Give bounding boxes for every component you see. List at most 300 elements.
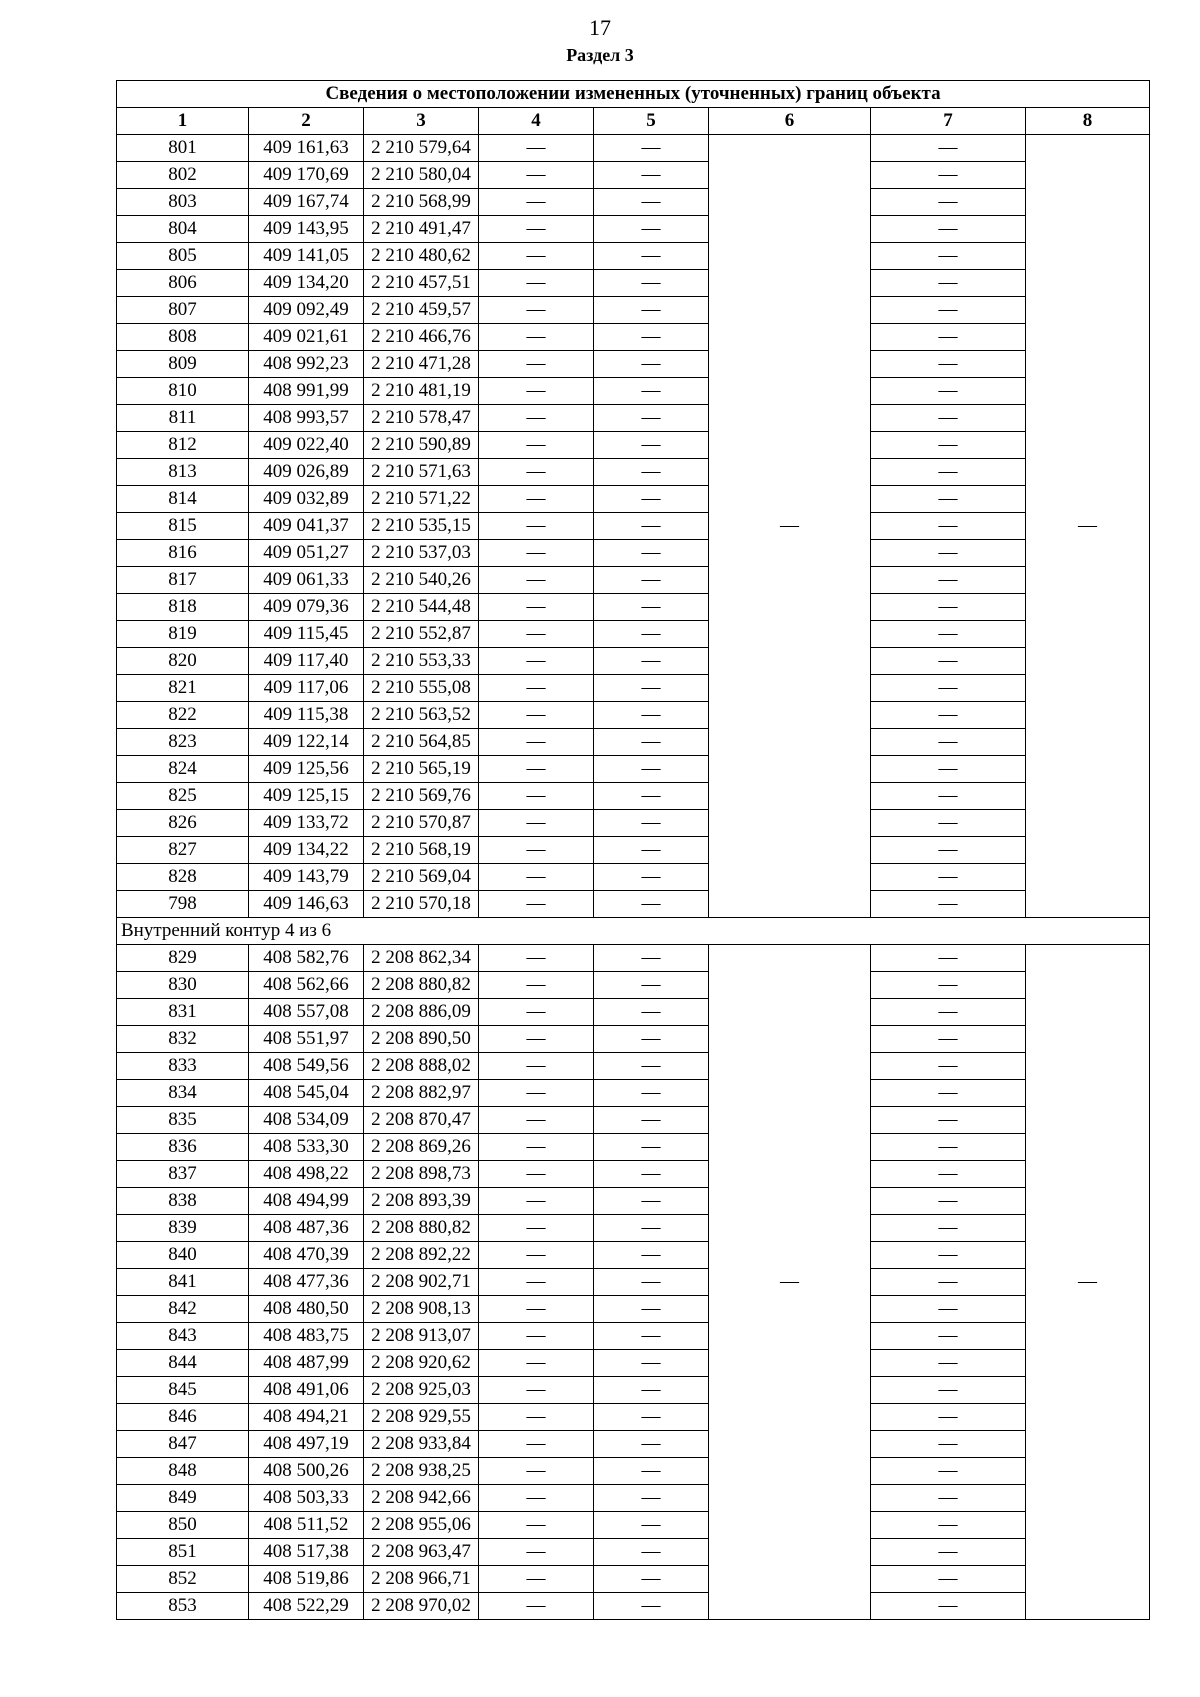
column-4-value: — [479,1269,594,1296]
table-row [117,162,1150,189]
coordinate-x: 409 032,89 [249,486,364,513]
column-5-value: — [594,297,709,324]
column-5-value: — [594,459,709,486]
column-5-value: — [594,135,709,162]
column-4-value: — [479,243,594,270]
column-4-value: — [479,405,594,432]
coordinate-y: 2 208 888,02 [364,1053,479,1080]
point-number: 850 [117,1512,249,1539]
column-4-value: — [479,1107,594,1134]
coordinate-y: 2 210 555,08 [364,675,479,702]
point-number: 838 [117,1188,249,1215]
point-number: 823 [117,729,249,756]
column-5-value: — [594,1323,709,1350]
column-4-value: — [479,837,594,864]
column-5-value: — [594,378,709,405]
point-number: 849 [117,1485,249,1512]
column-header-row [117,108,1150,135]
point-number: 821 [117,675,249,702]
column-4-value: — [479,1512,594,1539]
column-5-value: — [594,432,709,459]
point-number: 851 [117,1539,249,1566]
column-5-value: — [594,1188,709,1215]
point-number: 816 [117,540,249,567]
coordinate-x: 409 170,69 [249,162,364,189]
point-number: 820 [117,648,249,675]
column-7-value: — [871,783,1026,810]
column-7-value: — [871,756,1026,783]
coordinate-y: 2 208 862,34 [364,945,479,972]
column-5-value: — [594,1377,709,1404]
coordinate-y: 2 208 892,22 [364,1242,479,1269]
table-row [117,1161,1150,1188]
coordinate-x: 409 051,27 [249,540,364,567]
point-number: 841 [117,1269,249,1296]
column-5-value: — [594,945,709,972]
table-row [117,945,1150,972]
coordinate-y: 2 208 966,71 [364,1566,479,1593]
column-8-value: — [1026,135,1150,918]
coordinate-x: 408 557,08 [249,999,364,1026]
coordinate-y: 2 210 537,03 [364,540,479,567]
column-4-value: — [479,1080,594,1107]
coordinate-x: 408 993,57 [249,405,364,432]
coordinate-x: 409 117,06 [249,675,364,702]
coordinate-y: 2 208 870,47 [364,1107,479,1134]
column-4-value: — [479,864,594,891]
coordinate-x: 408 519,86 [249,1566,364,1593]
coordinate-y: 2 210 544,48 [364,594,479,621]
point-number: 837 [117,1161,249,1188]
coordinate-y: 2 210 564,85 [364,729,479,756]
table-row [117,837,1150,864]
table-row [117,1323,1150,1350]
column-4-value: — [479,1485,594,1512]
column-5-value: — [594,1539,709,1566]
coordinate-x: 409 143,95 [249,216,364,243]
point-number: 842 [117,1296,249,1323]
coordinate-x: 408 992,23 [249,351,364,378]
coordinate-y: 2 210 481,19 [364,378,479,405]
point-number: 805 [117,243,249,270]
coordinate-y: 2 210 457,51 [364,270,479,297]
coordinate-y: 2 210 590,89 [364,432,479,459]
table-row [117,1080,1150,1107]
coordinate-y: 2 208 890,50 [364,1026,479,1053]
coordinate-x: 408 498,22 [249,1161,364,1188]
table-row [117,189,1150,216]
column-7-value: — [871,513,1026,540]
column-4-value: — [479,891,594,918]
column-4-value: — [479,1296,594,1323]
coordinate-x: 409 125,56 [249,756,364,783]
table-row [117,1566,1150,1593]
contour-label: Внутренний контур 4 из 6 [117,918,1150,945]
coordinate-x: 409 141,05 [249,243,364,270]
table-row [117,729,1150,756]
coordinate-y: 2 208 920,62 [364,1350,479,1377]
point-number: 812 [117,432,249,459]
coordinate-y: 2 210 466,76 [364,324,479,351]
point-number: 852 [117,1566,249,1593]
column-4-value: — [479,567,594,594]
coordinate-y: 2 210 471,28 [364,351,479,378]
column-4-value: — [479,1161,594,1188]
column-4-value: — [479,540,594,567]
coordinate-y: 2 208 882,97 [364,1080,479,1107]
point-number: 817 [117,567,249,594]
coordinate-x: 408 545,04 [249,1080,364,1107]
column-5-value: — [594,1296,709,1323]
table-row [117,243,1150,270]
coordinate-y: 2 208 908,13 [364,1296,479,1323]
table-row [117,540,1150,567]
column-5-value: — [594,729,709,756]
column-7-value: — [871,540,1026,567]
column-4-value: — [479,1026,594,1053]
coordinate-y: 2 210 568,19 [364,837,479,864]
column-7-value: — [871,1242,1026,1269]
coordinate-y: 2 210 571,63 [364,459,479,486]
column-7-value: — [871,972,1026,999]
column-5-value: — [594,1431,709,1458]
point-number: 847 [117,1431,249,1458]
point-number: 813 [117,459,249,486]
point-number: 818 [117,594,249,621]
coordinate-y: 2 210 552,87 [364,621,479,648]
coordinate-y: 2 210 569,76 [364,783,479,810]
contour-label-row [117,918,1150,945]
table-row [117,135,1150,162]
column-5-value: — [594,567,709,594]
coordinate-x: 409 125,15 [249,783,364,810]
coordinate-x: 409 115,45 [249,621,364,648]
column-7-value: — [871,1485,1026,1512]
column-4-value: — [479,756,594,783]
coordinate-x: 408 500,26 [249,1458,364,1485]
column-4-value: — [479,513,594,540]
column-4-value: — [479,270,594,297]
column-7-value: — [871,1404,1026,1431]
column-header-8: 8 [1026,108,1150,135]
column-7-value: — [871,864,1026,891]
coordinate-y: 2 208 933,84 [364,1431,479,1458]
coordinate-x: 409 161,63 [249,135,364,162]
column-4-value: — [479,945,594,972]
coordinate-x: 409 134,22 [249,837,364,864]
coordinate-x: 409 122,14 [249,729,364,756]
table-title: Сведения о местоположении измененных (уточненных) границ объекта [117,81,1150,108]
coordinate-x: 408 491,06 [249,1377,364,1404]
coordinate-x: 409 079,36 [249,594,364,621]
column-4-value: — [479,594,594,621]
table-row [117,1512,1150,1539]
column-7-value: — [871,1161,1026,1188]
column-4-value: — [479,351,594,378]
column-7-value: — [871,1593,1026,1620]
column-5-value: — [594,243,709,270]
point-number: 840 [117,1242,249,1269]
column-7-value: — [871,729,1026,756]
point-number: 814 [117,486,249,513]
coordinate-y: 2 210 459,57 [364,297,479,324]
column-4-value: — [479,702,594,729]
column-5-value: — [594,702,709,729]
point-number: 802 [117,162,249,189]
column-4-value: — [479,432,594,459]
coordinate-y: 2 210 565,19 [364,756,479,783]
coordinate-x: 408 494,99 [249,1188,364,1215]
column-4-value: — [479,1539,594,1566]
column-4-value: — [479,1566,594,1593]
table-row [117,1377,1150,1404]
table-row [117,378,1150,405]
column-4-value: — [479,459,594,486]
column-7-value: — [871,351,1026,378]
column-7-value: — [871,432,1026,459]
point-number: 811 [117,405,249,432]
coordinate-y: 2 208 880,82 [364,972,479,999]
coordinate-x: 408 483,75 [249,1323,364,1350]
column-7-value: — [871,1377,1026,1404]
column-4-value: — [479,648,594,675]
column-6-value: — [709,945,871,1620]
column-5-value: — [594,864,709,891]
column-5-value: — [594,891,709,918]
point-number: 808 [117,324,249,351]
coordinate-y: 2 210 563,52 [364,702,479,729]
column-4-value: — [479,621,594,648]
coordinate-y: 2 208 963,47 [364,1539,479,1566]
table-title-row [117,81,1150,108]
column-7-value: — [871,648,1026,675]
column-5-value: — [594,216,709,243]
coordinate-y: 2 210 540,26 [364,567,479,594]
column-7-value: — [871,270,1026,297]
column-7-value: — [871,1350,1026,1377]
column-7-value: — [871,1323,1026,1350]
coordinate-y: 2 208 929,55 [364,1404,479,1431]
table-row [117,324,1150,351]
column-5-value: — [594,540,709,567]
column-header-4: 4 [479,108,594,135]
point-number: 819 [117,621,249,648]
page-number: 17 [589,15,611,40]
table-row [117,756,1150,783]
table-row [117,1026,1150,1053]
point-number: 829 [117,945,249,972]
column-4-value: — [479,1593,594,1620]
table-row [117,783,1150,810]
column-5-value: — [594,351,709,378]
column-7-value: — [871,1053,1026,1080]
coordinate-y: 2 210 571,22 [364,486,479,513]
column-4-value: — [479,324,594,351]
column-4-value: — [479,1350,594,1377]
coordinate-y: 2 210 569,04 [364,864,479,891]
point-number: 843 [117,1323,249,1350]
point-number: 827 [117,837,249,864]
column-7-value: — [871,1512,1026,1539]
column-4-value: — [479,1404,594,1431]
coordinate-y: 2 208 898,73 [364,1161,479,1188]
table-row [117,810,1150,837]
column-7-value: — [871,1188,1026,1215]
table-row [117,1404,1150,1431]
point-number: 848 [117,1458,249,1485]
coordinate-x: 408 477,36 [249,1269,364,1296]
column-7-value: — [871,297,1026,324]
coordinate-x: 409 115,38 [249,702,364,729]
table-row [117,459,1150,486]
point-number: 831 [117,999,249,1026]
column-7-value: — [871,837,1026,864]
point-number: 853 [117,1593,249,1620]
table-row [117,432,1150,459]
table-row [117,675,1150,702]
column-7-value: — [871,162,1026,189]
column-7-value: — [871,1080,1026,1107]
column-5-value: — [594,1458,709,1485]
table-row [117,1215,1150,1242]
column-4-value: — [479,1431,594,1458]
coordinate-x: 409 146,63 [249,891,364,918]
column-5-value: — [594,1161,709,1188]
column-7-value: — [871,675,1026,702]
column-7-value: — [871,1215,1026,1242]
column-5-value: — [594,1080,709,1107]
column-5-value: — [594,1107,709,1134]
coordinate-y: 2 208 893,39 [364,1188,479,1215]
coordinate-x: 408 522,29 [249,1593,364,1620]
column-4-value: — [479,135,594,162]
coordinate-y: 2 208 902,71 [364,1269,479,1296]
column-7-value: — [871,702,1026,729]
coordinate-x: 408 533,30 [249,1134,364,1161]
column-4-value: — [479,1134,594,1161]
column-5-value: — [594,675,709,702]
column-7-value: — [871,1026,1026,1053]
point-number: 828 [117,864,249,891]
column-5-value: — [594,324,709,351]
table-row [117,405,1150,432]
point-number: 845 [117,1377,249,1404]
coordinate-x: 408 480,50 [249,1296,364,1323]
coordinate-x: 409 041,37 [249,513,364,540]
column-4-value: — [479,1215,594,1242]
column-header-6: 6 [709,108,871,135]
column-5-value: — [594,270,709,297]
table-row [117,1242,1150,1269]
column-7-value: — [871,1134,1026,1161]
table-row [117,297,1150,324]
column-7-value: — [871,486,1026,513]
table-body [117,135,1150,1620]
column-5-value: — [594,783,709,810]
column-4-value: — [479,1458,594,1485]
coordinate-y: 2 208 925,03 [364,1377,479,1404]
coordinate-y: 2 208 880,82 [364,1215,479,1242]
coordinate-y: 2 208 913,07 [364,1323,479,1350]
column-header-5: 5 [594,108,709,135]
column-7-value: — [871,621,1026,648]
column-7-value: — [871,810,1026,837]
coordinate-x: 408 497,19 [249,1431,364,1458]
column-5-value: — [594,513,709,540]
table-row [117,1539,1150,1566]
coordinate-y: 2 210 491,47 [364,216,479,243]
coordinate-x: 408 470,39 [249,1242,364,1269]
coordinate-x: 408 582,76 [249,945,364,972]
point-number: 833 [117,1053,249,1080]
coordinate-x: 409 117,40 [249,648,364,675]
coordinate-x: 409 133,72 [249,810,364,837]
column-5-value: — [594,594,709,621]
column-6-value: — [709,135,871,918]
column-7-value: — [871,378,1026,405]
column-4-value: — [479,216,594,243]
point-number: 804 [117,216,249,243]
column-5-value: — [594,810,709,837]
column-5-value: — [594,648,709,675]
column-7-value: — [871,945,1026,972]
table-row [117,513,1150,540]
column-4-value: — [479,729,594,756]
column-5-value: — [594,1350,709,1377]
point-number: 801 [117,135,249,162]
column-header-2: 2 [249,108,364,135]
column-7-value: — [871,216,1026,243]
table-row [117,891,1150,918]
table-row [117,702,1150,729]
column-4-value: — [479,675,594,702]
table-row [117,1296,1150,1323]
table-row [117,972,1150,999]
coordinate-y: 2 208 938,25 [364,1458,479,1485]
column-5-value: — [594,999,709,1026]
coordinate-x: 408 487,99 [249,1350,364,1377]
table-row [117,1188,1150,1215]
column-5-value: — [594,621,709,648]
coordinate-x: 409 026,89 [249,459,364,486]
column-5-value: — [594,1404,709,1431]
column-7-value: — [871,1107,1026,1134]
coordinate-x: 409 134,20 [249,270,364,297]
coordinate-y: 2 210 578,47 [364,405,479,432]
table-row [117,1107,1150,1134]
point-number: 803 [117,189,249,216]
coordinate-x: 408 534,09 [249,1107,364,1134]
column-4-value: — [479,999,594,1026]
column-5-value: — [594,756,709,783]
column-7-value: — [871,135,1026,162]
column-4-value: — [479,810,594,837]
table-row [117,594,1150,621]
coordinate-x: 408 991,99 [249,378,364,405]
column-5-value: — [594,1215,709,1242]
column-7-value: — [871,1539,1026,1566]
table-row [117,1431,1150,1458]
table-row [117,270,1150,297]
column-7-value: — [871,1566,1026,1593]
column-5-value: — [594,972,709,999]
column-4-value: — [479,162,594,189]
column-5-value: — [594,1566,709,1593]
column-5-value: — [594,486,709,513]
column-5-value: — [594,1134,709,1161]
table-row [117,1053,1150,1080]
coordinate-y: 2 210 570,87 [364,810,479,837]
